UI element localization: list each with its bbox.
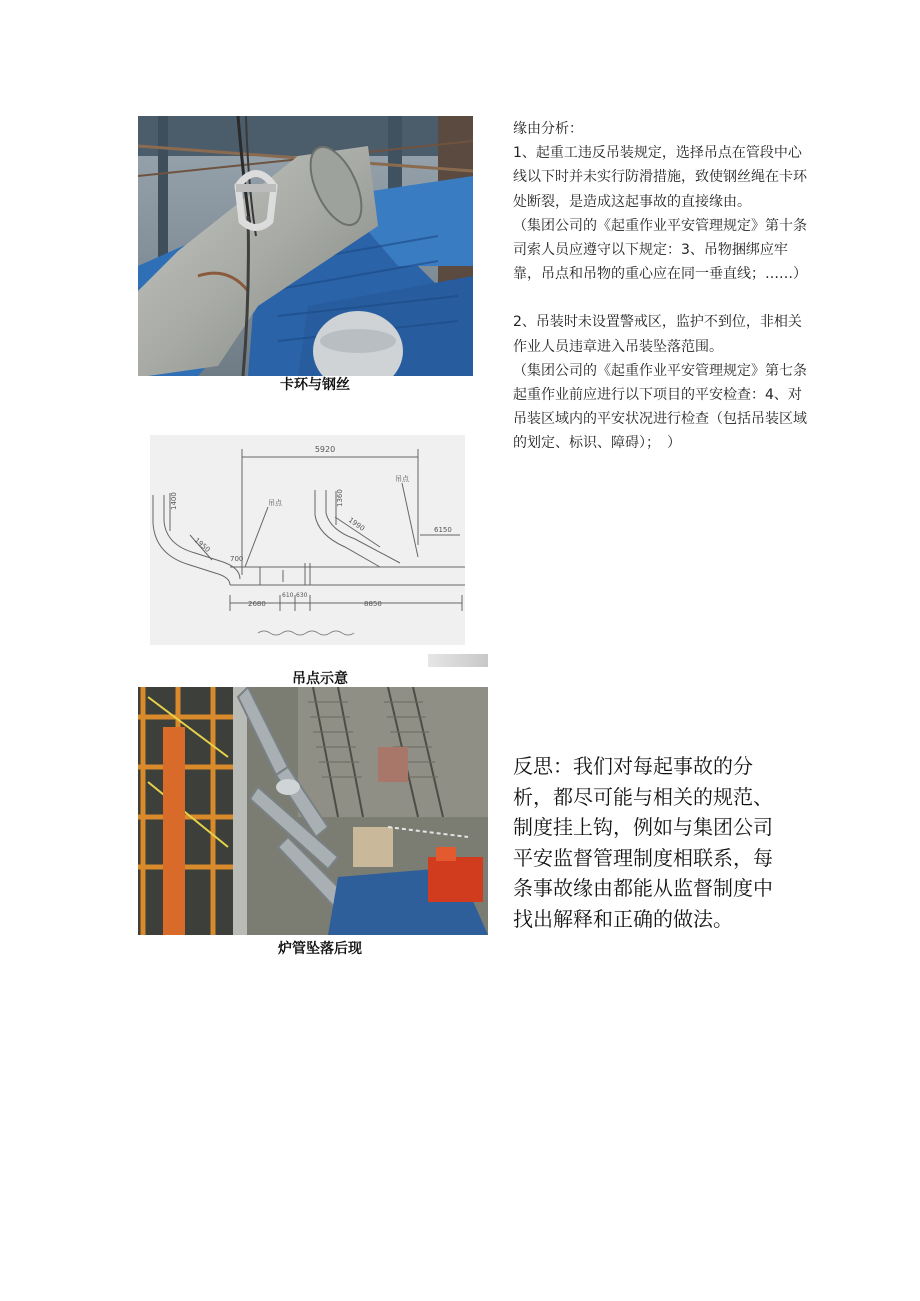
hoist-point-right-label: 吊点 <box>395 475 409 483</box>
hoisting-point-diagram <box>150 435 465 645</box>
dim-1990-label: 1990 <box>346 516 367 533</box>
cause-analysis <box>513 117 813 456</box>
analysis-point-2: 2、吊装时未设置警戒区，监护不到位，非相关作业人员违章进入吊装坠落范围。 <box>513 314 802 355</box>
dim-2680-label: 2680 <box>248 600 266 608</box>
photo2-caption: 炉管坠落后现 <box>278 941 362 957</box>
dim-1400-label: 1400 <box>170 492 178 510</box>
diagram-caption: 吊点示意 <box>292 671 348 687</box>
photo1-caption: 卡环与钢丝 <box>280 377 350 393</box>
dim-610-label: 610 <box>282 592 294 599</box>
dim-700-label: 700 <box>230 555 244 563</box>
analysis-point-1-reference: （集团公司的《起重作业平安管理规定》第十条司索人员应遵守以下规定：3、吊物捆绑应牢靠，吊点和吊物的重心应在同一垂直线；……） <box>513 217 807 283</box>
hoist-point-left-label: 吊点 <box>268 499 282 507</box>
shackle-wire-rope-photo <box>138 116 473 376</box>
analysis-point-1: 1、起重工违反吊装规定，选择吊点在管段中心线以下时并未实行防滑措施，致使钢丝绳在卡环处断裂，是造成这起事故的直接缘由。 <box>513 145 807 210</box>
dim-6150-label: 6150 <box>434 526 452 534</box>
analysis-point-2-reference: （集团公司的《起重作业平安管理规定》第七条起重作业前应进行以下项目的平安检查：4、对吊装区域内的平安状况进行检查（包括吊装区域的划定、标识、障碍）； ） <box>513 362 807 452</box>
analysis-heading: 缘由分析： <box>513 121 583 137</box>
reflection-paragraph: 反思：我们对每起事故的分析，都尽可能与相关的规范、制度挂上钩，例如与集团公司平安监督管理制度相联系，每条事故缘由都能从监督制度中找出解释和正确的做法。 <box>513 754 773 931</box>
dim-1360-label: 1360 <box>336 489 344 507</box>
dim-top-label: 5920 <box>314 445 336 454</box>
dim-8850-label: 8850 <box>364 600 382 608</box>
fallen-furnace-tube-photo <box>138 687 488 935</box>
dim-630-label: 630 <box>296 592 308 599</box>
dim-1950-label: 1950 <box>192 536 212 554</box>
scan-artifact-strip <box>428 654 488 667</box>
